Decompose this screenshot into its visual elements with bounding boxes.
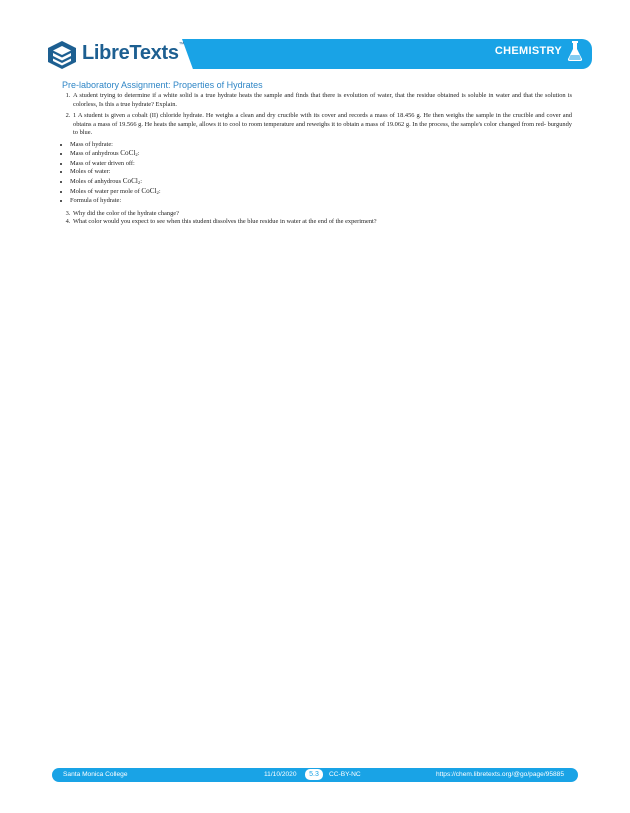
list-item: • Moles of water per mole of CoCl$_2$: [70,187,572,197]
subject-label[interactable]: CHEMISTRY [494,45,562,57]
footer-date: 11/10/2020 [264,771,297,778]
question-list-2 [62,210,572,227]
list-item: • Moles of water: [70,168,572,176]
libretexts-hex-icon [46,40,78,70]
flask-icon [566,40,584,62]
page-footer [52,768,578,782]
question-list-1 [62,92,572,138]
question-item: 4. What color would you expect to see when this student dissolves the blue residue in water at the end of the experiment? [72,218,572,227]
footer-institution: Santa Monica College [63,771,128,778]
footer-url-link[interactable]: https://chem.libretexts.org/@go/page/95885 [435,771,564,778]
main-content [62,80,572,227]
calculation-list [62,141,572,206]
question-item: 3. Why did the color of the hydrate change? [72,210,572,219]
logo-text: LibreTexts™ [82,42,185,64]
section-title: Pre-laboratory Assignment: Properties of Hydrates [62,80,263,90]
footer-license: CC-BY-NC [329,771,361,778]
question-item: 2. 1 A student is given a cobalt (II) chloride hydrate. He weighs a clean and dry crucible with its cover and records a mass of 18.456 g. He then weighs the sample in the crucible and cover and obtains a mass of 19.566 g. He heats the sample, allows it to cool to room temperature and reweighs it to obtain a mass of 19.062 g. In the process, the sample's color changed from red- burgundy to blue. [72,112,572,138]
list-item: • Formula of hydrate: [70,197,572,205]
list-item: • Mass of hydrate: [70,141,572,149]
list-item: • Mass of water driven off: [70,160,572,168]
footer-page-number: 5.3 [305,769,323,780]
question-item: 1. A student trying to determine if a white solid is a true hydrate heats the sample and finds that there is evolution of water, that the residue obtained is soluble in water and that the solution is colorless, Is this a true hydrate? Explain. [72,92,572,109]
list-item: • Moles of anhydrous CoCl$_2$: [70,177,572,187]
libretexts-logo[interactable] [40,36,185,72]
list-item: • Mass of anhydrous CoCl$_2$: [70,149,572,159]
page-header [40,36,592,72]
